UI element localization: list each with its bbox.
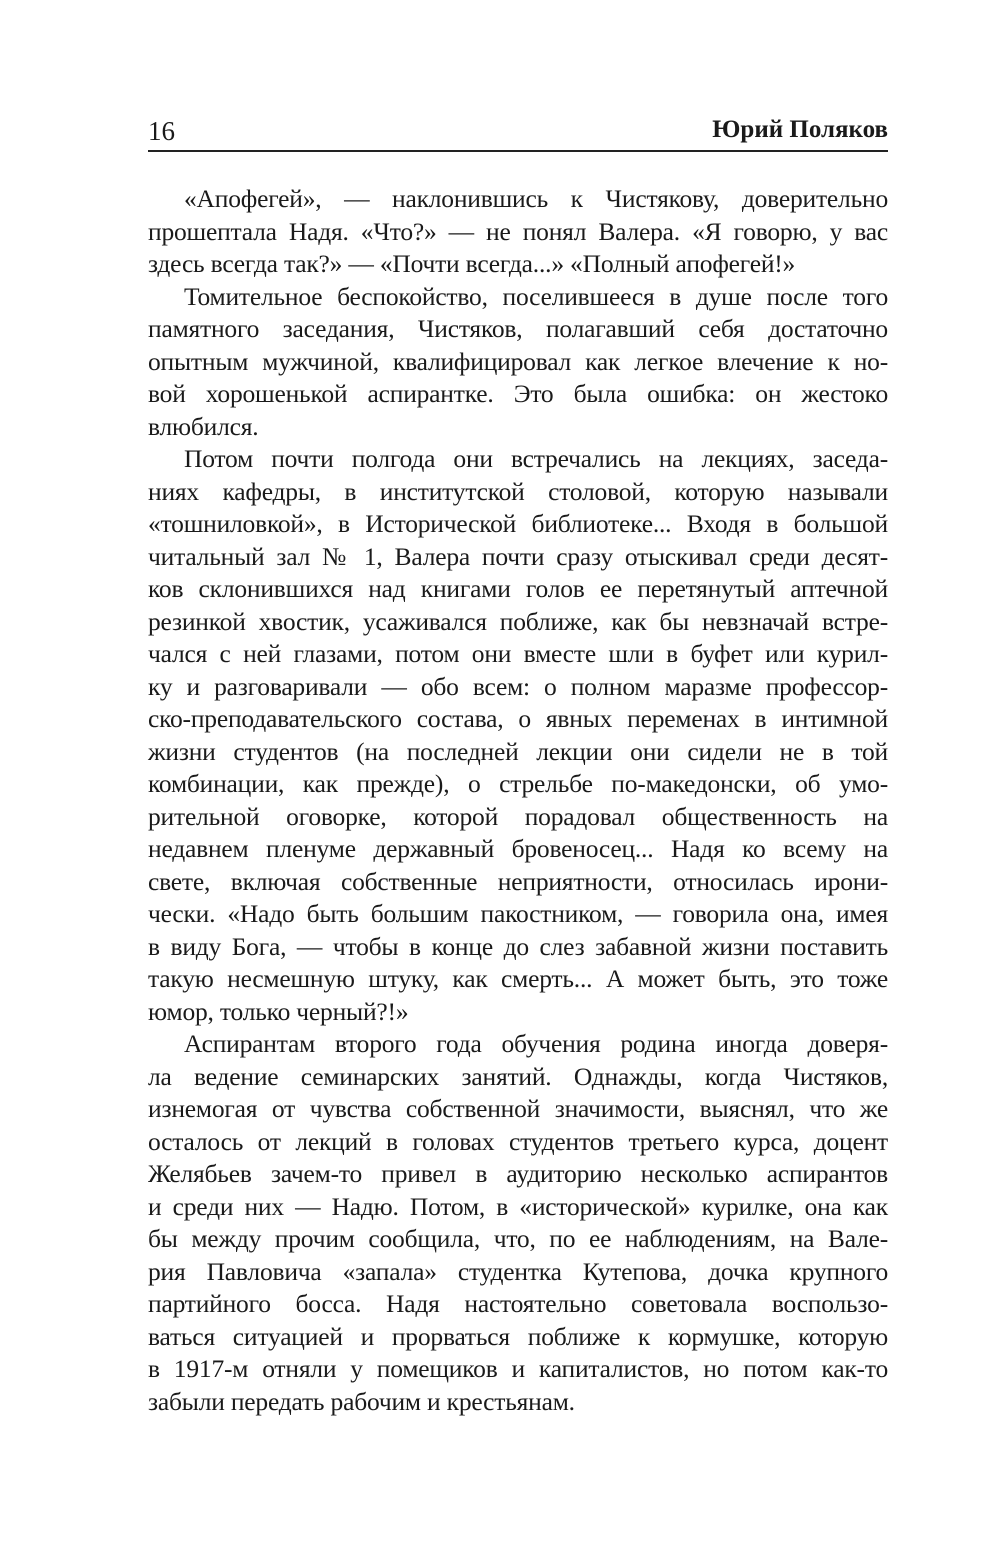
text-line: свете, включая собственные неприятности, относилась ирони-	[148, 866, 888, 896]
text-line: комбинации, как прежде), о стрельбе по-македонски, об умо-	[148, 769, 888, 798]
text-line: забыли передать рабочим и крестьянам.	[148, 1386, 575, 1416]
text-line: ваться ситуацией и прорваться поближе к кормушке, которую	[148, 1321, 888, 1351]
text-line: читальный зал № 1, Валера почти сразу отыскивал среди десят-	[148, 541, 888, 571]
text-line: изнемогая от чувства собственной значимости, выяснял, что же	[148, 1094, 888, 1123]
paragraph	[148, 281, 888, 444]
text-line: жизни студентов (на последней лекции они сидели не в той	[148, 736, 888, 766]
text-line: ско-преподавательского состава, о явных переменах в интимной	[148, 704, 888, 733]
text-line: Томительное беспокойство, поселившееся в душе после того	[184, 281, 888, 311]
text-line: в виду Бога, — чтобы в конце до слез забавной жизни поставить	[148, 931, 888, 961]
text-line: рительной оговорке, которой порадовал общественность на	[148, 801, 888, 831]
text-line: Аспирантам второго года обучения родина иногда доверя-	[184, 1029, 888, 1058]
text-line: ку и разговаривали — обо всем: о полном маразме профессор-	[148, 671, 888, 701]
running-header	[148, 112, 888, 152]
text-line: Потом почти полгода они встречались на лекциях, заседа-	[184, 444, 888, 473]
page-body	[148, 183, 888, 1418]
paragraph	[148, 1028, 888, 1418]
text-line: ла ведение семинарских занятий. Однажды, когда Чистяков,	[148, 1061, 888, 1091]
text-line: и среди них — Надю. Потом, в «исторической» курилке, она как	[148, 1191, 888, 1221]
text-line: прошептала Надя. «Что?» — не понял Валера. «Я говорю, у вас	[148, 216, 888, 246]
text-line: бы между прочим сообщила, что, по ее наблюдениям, на Вале-	[148, 1224, 888, 1253]
text-line: чался с ней глазами, потом они вместе шли в буфет или курил-	[148, 639, 888, 668]
paragraph	[148, 443, 888, 1028]
author-name: Юрий Поляков	[712, 116, 888, 143]
text-line: ниях кафедры, в институтской столовой, которую называли	[148, 476, 888, 506]
text-line: вой хорошенькой аспирантке. Это была ошибка: он жестоко	[148, 379, 888, 408]
text-line: чески. «Надо быть большим пакостником, — говорила она, имея	[148, 899, 888, 928]
text-line: юмор, только черный?!»	[148, 996, 409, 1026]
text-line: рия Павловича «запала» студентка Кутепова, дочка крупного	[148, 1256, 888, 1286]
text-line: опытным мужчиной, квалифицировал как легкое влечение к но-	[148, 346, 888, 376]
text-line: партийного босса. Надя настоятельно советовала воспользо-	[148, 1289, 888, 1318]
text-line: памятного заседания, Чистяков, полагавший себя достаточно	[148, 314, 888, 343]
page-number: 16	[148, 116, 175, 146]
text-line: резинкой хвостик, усаживался поближе, как бы невзначай встре-	[148, 606, 888, 636]
text-line: здесь всегда так?» — «Почти всегда...» «Полный апофегей!»	[148, 249, 796, 278]
paragraph	[148, 183, 888, 281]
text-line: «Апофегей», — наклонившись к Чистякову, доверительно	[184, 184, 888, 213]
text-line: ков склонившихся над книгами голов ее перетянутый аптечной	[148, 574, 888, 603]
text-line: осталось от лекций в головах студентов третьего курса, доцент	[148, 1126, 888, 1156]
text-line: Желябьев зачем-то привел в аудиторию несколько аспирантов	[148, 1159, 888, 1188]
text-line: «тошниловкой», в Исторической библиотеке... Входя в большой	[148, 509, 888, 538]
text-line: недавнем пленуме державный бровеносец... Надя ко всему на	[148, 834, 888, 863]
text-line: в 1917-м отняли у помещиков и капиталистов, но потом как-то	[148, 1354, 888, 1383]
text-line: влюбился.	[148, 411, 259, 441]
text-line: такую несмешную штуку, как смерть... А может быть, это тоже	[148, 964, 888, 993]
